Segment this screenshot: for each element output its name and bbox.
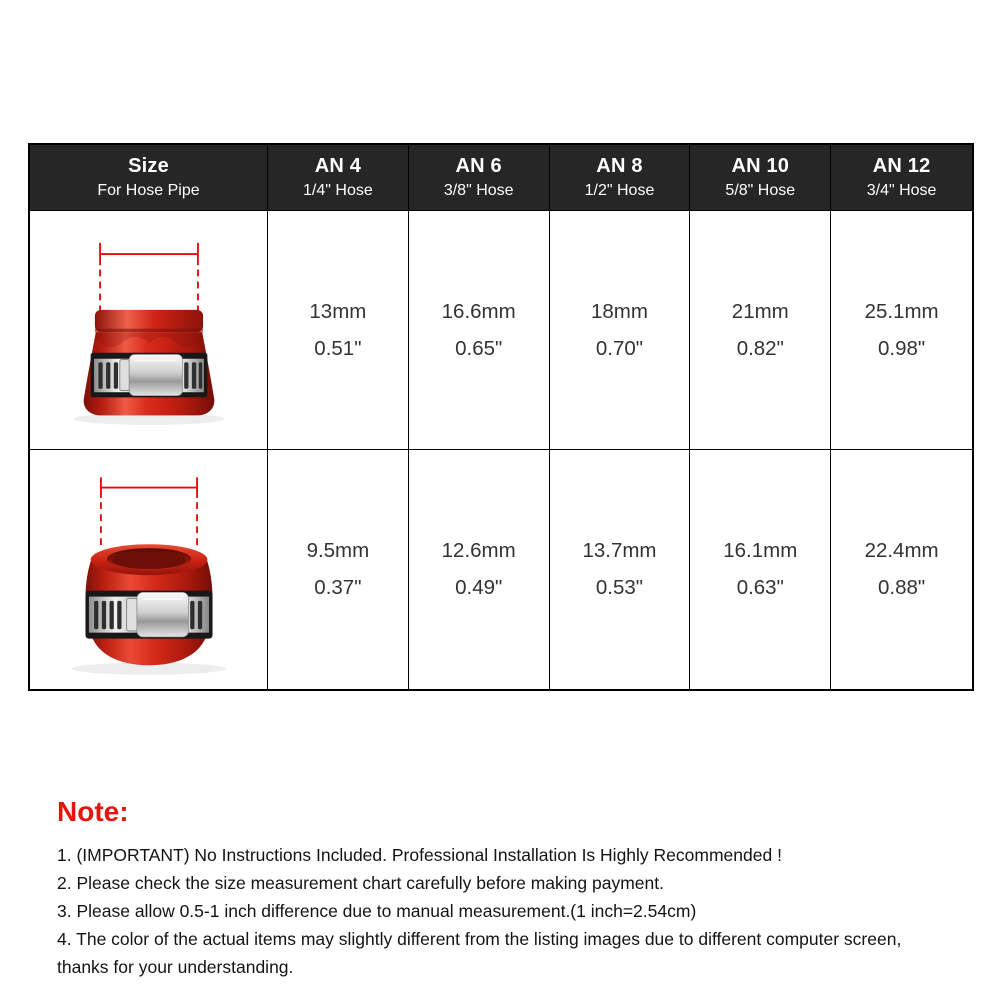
outer-diameter-dimension-indicator — [100, 243, 198, 311]
product-photo-cell-outer-diameter — [30, 211, 268, 450]
size-cell — [690, 211, 831, 450]
column-subtitle: 1/4" Hose — [303, 182, 373, 199]
size-mm: 13.7mm — [582, 539, 657, 562]
size-cell — [268, 450, 409, 689]
column-subtitle: 1/2" Hose — [584, 182, 655, 199]
size-inch: 0.82" — [736, 336, 784, 360]
clamp-screw-head — [119, 360, 128, 391]
note-item-3: 3. Please allow 0.5-1 inch difference due to manual measurement.(1 inch=2.54cm) — [57, 901, 697, 921]
inner-diameter-dimension-indicator — [100, 477, 196, 547]
size-mm: 16.6mm — [441, 299, 516, 323]
column-title: Size — [128, 155, 169, 177]
size-cell — [831, 450, 972, 689]
hose-clamp-top-view-image — [46, 461, 252, 679]
size-cell — [409, 450, 550, 689]
note-item-2: 2. Please check the size measurement chart carefully before making payment. — [57, 873, 664, 893]
column-subtitle: 5/8" Hose — [725, 182, 796, 199]
size-inch: 0.49" — [455, 576, 503, 599]
size-inch: 0.88" — [878, 576, 926, 599]
size-inch: 0.53" — [595, 576, 644, 599]
worm-gear-clamp-band — [85, 590, 212, 638]
note-item-4: 4. The color of the actual items may slightly different from the listing images due to different computer screen, thanks for your understanding. — [57, 929, 902, 977]
header-cell-an4 — [268, 145, 409, 211]
note-item-1: 1. (IMPORTANT) No Instructions Included. Professional Installation Is Highly Recommended ! — [57, 845, 782, 865]
size-chart-table — [28, 143, 974, 691]
size-mm: 9.5mm — [306, 539, 370, 562]
note-section — [57, 796, 950, 981]
size-inch: 0.98" — [878, 336, 926, 360]
clamp-screw-head — [126, 598, 136, 631]
size-mm: 13mm — [309, 299, 367, 323]
column-title: AN 8 — [596, 155, 643, 177]
size-mm: 16.1mm — [723, 539, 798, 562]
size-cell — [831, 211, 972, 450]
header-cell-size — [30, 145, 268, 211]
column-title: AN 4 — [314, 155, 362, 177]
note-heading: Note: — [57, 796, 129, 827]
header-cell-an10 — [690, 145, 831, 211]
header-cell-an6 — [409, 145, 550, 211]
column-subtitle: For Hose Pipe — [97, 182, 200, 199]
column-subtitle: 3/4" Hose — [866, 182, 937, 199]
size-mm: 21mm — [731, 299, 789, 323]
size-cell — [409, 211, 550, 450]
size-cell — [690, 450, 831, 689]
size-mm: 22.4mm — [864, 539, 939, 562]
size-inch: 0.70" — [595, 336, 644, 360]
size-inch: 0.63" — [736, 576, 784, 599]
size-mm: 18mm — [591, 299, 648, 323]
header-cell-an12 — [831, 145, 972, 211]
column-title: AN 6 — [455, 155, 502, 177]
size-cell — [550, 450, 691, 689]
worm-gear-clamp-band — [90, 353, 207, 398]
size-inch: 0.37" — [314, 576, 362, 599]
size-mm: 12.6mm — [441, 539, 516, 562]
size-cell — [550, 211, 691, 450]
size-inch: 0.65" — [455, 336, 503, 360]
size-inch: 0.51" — [314, 336, 362, 360]
size-mm: 25.1mm — [864, 299, 939, 323]
column-title: AN 12 — [872, 155, 931, 177]
header-cell-an8 — [550, 145, 691, 211]
column-title: AN 10 — [731, 155, 790, 177]
size-cell — [268, 211, 409, 450]
note-list — [57, 841, 950, 981]
product-photo-cell-inner-diameter — [30, 450, 268, 689]
column-subtitle: 3/8" Hose — [443, 182, 514, 199]
hose-clamp-side-view-image — [46, 222, 252, 438]
